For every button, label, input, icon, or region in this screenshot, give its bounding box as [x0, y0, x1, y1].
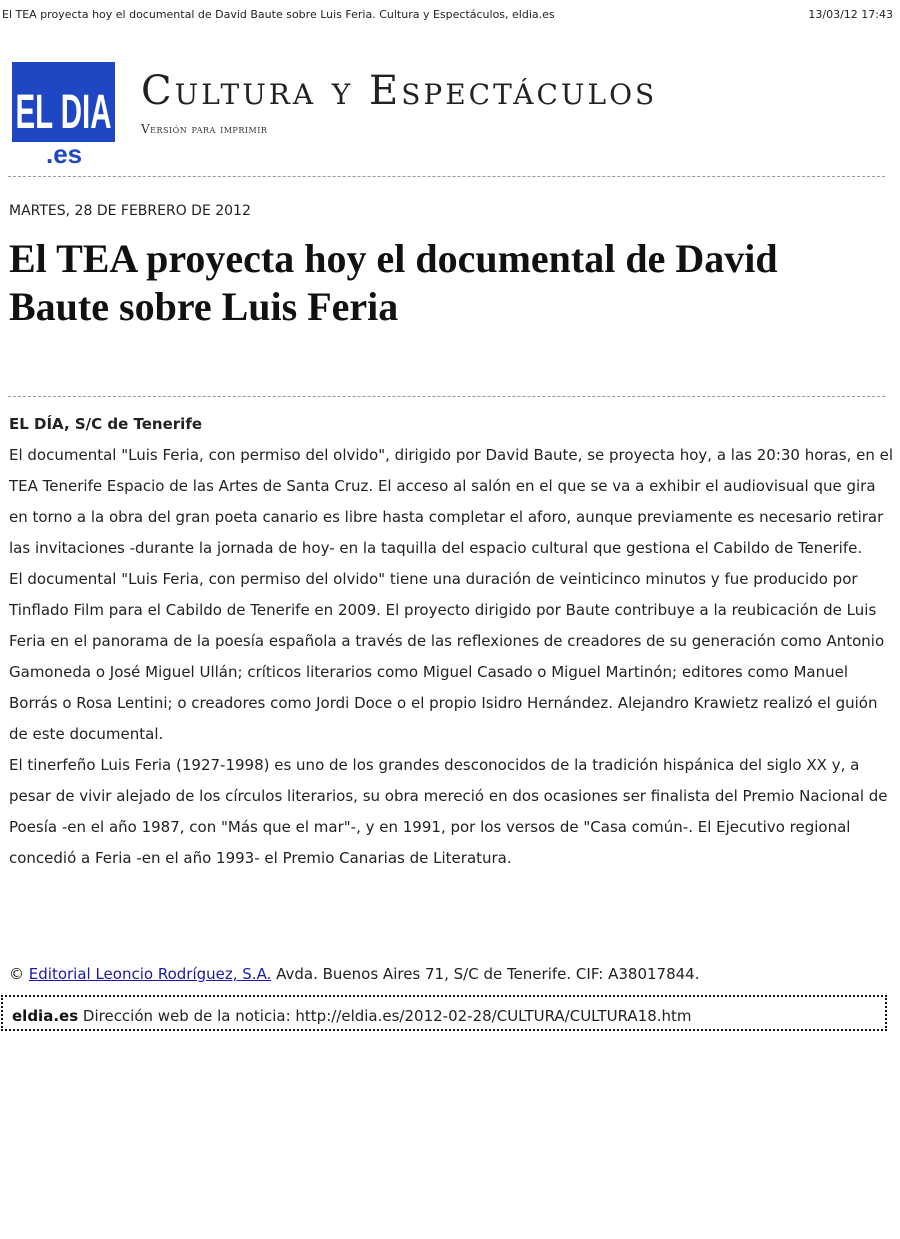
article-date: MARTES, 28 DE FEBRERO DE 2012 [9, 203, 251, 219]
divider-bottom [8, 396, 885, 397]
print-version-label: Versión para imprimir [141, 122, 268, 136]
article-url-box [1, 995, 887, 1031]
divider-top [8, 176, 885, 177]
publisher-link[interactable]: Editorial Leoncio Rodríguez, S.A. [28, 965, 272, 983]
article-byline: EL DÍA, S/C de Tenerife [9, 415, 203, 433]
eldia-logo[interactable] [12, 62, 115, 169]
print-header-title: El TEA proyecta hoy el documental de David Baute sobre Luis Feria. Cultura y Espectáculos, eldia.es [2, 8, 555, 21]
article-url-text: Dirección web de la noticia: http://eldia.es/2012-02-28/CULTURA/CULTURA18.htm [82, 1007, 692, 1025]
section-title: Cultura y Espectáculos [141, 68, 658, 114]
article-paragraph: El documental "Luis Feria, con permiso del olvido", dirigido por David Baute, se proyecta hoy, a las 20:30 horas, en el TEA Tenerife Espacio de las Artes de Santa Cruz. El acceso al salón en el que se va a exhibir el audiovisual que gira en torno a la obra del gran poeta canario es libre hasta completar el aforo, aunque previamente es necesario retirar las invitaciones -durante la jornada de hoy- en la taquilla del espacio cultural que gestiona el Cabildo de Tenerife. [9, 446, 894, 557]
logo-brand-text: EL DIA [15, 86, 112, 139]
publisher-address: Avda. Buenos Aires 71, S/C de Tenerife. CIF: A38017844. [276, 965, 700, 983]
site-label: eldia.es [12, 1007, 79, 1025]
logo-suffix-text: .es [46, 139, 83, 169]
copyright-symbol: © [9, 965, 24, 983]
article-body [9, 440, 894, 874]
article-paragraph: El documental "Luis Feria, con permiso del olvido" tiene una duración de veinticinco minutos y fue producido por Tinflado Film para el Cabildo de Tenerife en 2009. El proyecto dirigido por Baute contribuye a la reubicación de Luis Feria en el panorama de la poesía española a través de las reflexiones de creadores de su generación como Antonio Gamoneda o José Miguel Ullán; críticos literarios como Miguel Casado o Miguel Martinón; editores como Manuel Borrás o Rosa Lentini; o creadores como Jordi Doce o el propio Isidro Hernández. Alejandro Krawietz realizó el guión de este documental. [9, 570, 885, 743]
copyright-line [9, 965, 699, 983]
article-paragraph: El tinerfeño Luis Feria (1927-1998) es uno de los grandes desconocidos de la tradición hispánica del siglo XX y, a pesar de vivir alejado de los círculos literarios, su obra mereció en dos ocasiones ser finalista del Premio Nacional de Poesía -en el año 1987, con "Más que el mar"-, y en 1991, por los versos de "Casa común-. El Ejecutivo regional concedió a Feria -en el año 1993- el Premio Canarias de Literatura. [9, 756, 888, 867]
print-header-datetime: 13/03/12 17:43 [808, 8, 893, 21]
article-headline: El TEA proyecta hoy el documental de David Baute sobre Luis Feria [9, 236, 778, 329]
print-header [0, 8, 900, 24]
